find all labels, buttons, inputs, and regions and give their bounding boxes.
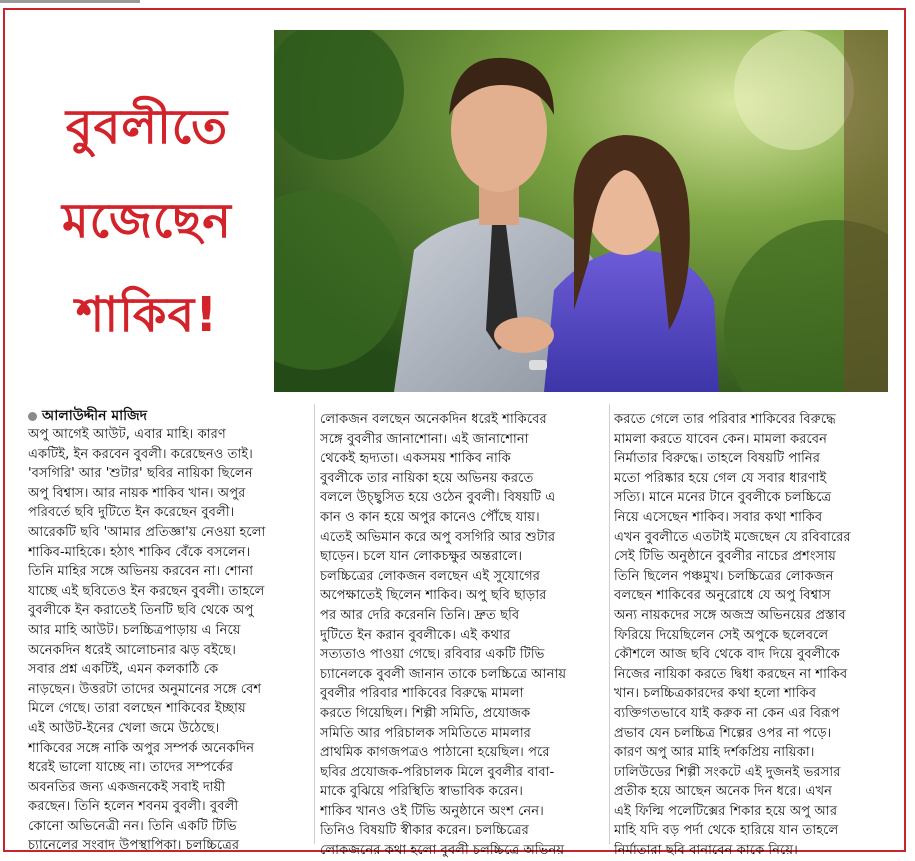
article-text-line: করছেন। তিনি হলেন শবনম বুবলী। বুবলী xyxy=(28,799,239,815)
article-text-line: 'বসগিরি' আর 'শুটার' ছবির নায়িকা ছিলেন xyxy=(28,466,253,482)
article-text-line: সবার প্রশ্ন একটিই, এমন কলকাঠি কে xyxy=(28,662,219,678)
article-text-line: সমিতি আর পরিচালক সমিতিতে মামলার xyxy=(320,725,531,741)
article-text-line: করতে গিয়েছিল। শিল্পী সমিতি, প্রযোজক xyxy=(320,705,531,721)
article-column-3 xyxy=(614,410,896,861)
article-text-line: এই ফিল্মি পলেটিক্সের শিকার হয়ে অপু আর xyxy=(614,803,838,819)
article-text-line: থেকেই হৃদ্যতা। একসময় শাকিব নাকি xyxy=(320,451,511,467)
article-headline xyxy=(22,80,272,362)
article-text-line: সঙ্গে বুবলীর জানাশোনা। এই জানাশোনা xyxy=(320,431,529,447)
column-divider xyxy=(609,404,610,844)
column-divider xyxy=(314,404,315,844)
article-column-2 xyxy=(320,410,606,861)
article-text-line: কারণ অপু আর মাহি দর্শকপ্রিয় নায়িকা। xyxy=(614,745,815,761)
headline-line: শাকিব! xyxy=(75,287,219,343)
article-text-line: নির্মাতার বিরুদ্ধে। তাহলে বিষয়টি পানির xyxy=(614,451,821,467)
article-text-line: চ্যানেলকে বুবলী জানান তাকে চলচ্চিত্রে আনায় xyxy=(320,666,567,682)
article-text-line: একটিই, ইন করবেন বুবলী। করেছেনও তাই। xyxy=(28,446,253,462)
article-text-line: অপেক্ষাতেই ছিলেন শাকিব। অপু ছবি ছাড়ার xyxy=(320,588,547,604)
article-text-line: দুটিতে ইন করান বুবলীকে। এই কথার xyxy=(320,627,511,643)
article-text-line: তিনি মাহির সঙ্গে অভিনয় করবেন না। শোনা xyxy=(28,564,254,580)
article-text-line: চ্যানেলের সংবাদ উপস্থাপিকা। চলচ্চিত্রের xyxy=(28,838,240,854)
article-text-line: বুবলীর পরিবার শাকিবের বিরুদ্ধে মামলা xyxy=(320,686,524,702)
article-text-line: বলছেন শাকিবের অনুরোধে যে অপু বিশ্বাস xyxy=(614,588,831,604)
article-text-line: কোনো অভিনেত্রী নন। তিনি একটি টিভি xyxy=(28,818,237,834)
article-text-line: কৌশলে আজ ছবি থেকে বাদ দিয়ে বুবলীকে xyxy=(614,647,840,663)
article-text-line: নিয়ে এসেছেন শাকিব। সবার কথা শাকিব xyxy=(614,509,823,525)
article-text-line: করতে গেলে তার পরিবার শাকিবের বিরুদ্ধে xyxy=(614,412,836,427)
article-text-line: ছবির প্রযোজক-পরিচালক মিলে বুবলীর বাবা- xyxy=(320,764,555,780)
article-text-line: নির্মাতারা ছবি বানাবেন কাকে নিয়ে। xyxy=(614,843,798,859)
article-column-1 xyxy=(28,425,310,856)
article-text-line: চলচ্চিত্রের লোকজন বলছেন এই সুযোগের xyxy=(320,568,541,584)
article-text-line: বললে উচ্ছ্বসিত হয়ে ওঠেন বুবলী। বিষয়টি এ xyxy=(320,490,556,506)
article-text-line: ব্যক্তিগতভাবে যাই করুক না কেন এর বিরূপ xyxy=(614,705,840,721)
article-text-line: পরিবর্তে ছবি দুটিতে ইন করেছেন বুবলী। xyxy=(28,505,235,521)
article-text-line: এখন বুবলীতে এতটাই মজেছেন যে রবিবারের xyxy=(614,529,851,545)
article-text-line: এই আউট-ইনের খেলা জমে উঠেছে। xyxy=(28,720,220,736)
article-text-line: মাহি যদি বড় পর্দা থেকে হারিয়ে যান তাহলে xyxy=(614,823,839,839)
article-text-line: মামলা করতে যাবেন কেন। মামলা করবেন xyxy=(614,431,827,447)
article-text-line: ধরেই ভালো যাচ্ছে না। তাদের সম্পর্কের xyxy=(28,760,233,776)
article-text-line: খান। চলচ্চিত্রকারদের কথা হলো শাকিব xyxy=(614,686,817,702)
article-text-line: ছাড়েন। চলে যান লোকচক্ষুর অন্তরালে। xyxy=(320,549,523,565)
article-text-line: এতেই অভিমান করে অপু বসগিরি আর শুটার xyxy=(320,529,556,545)
article-text-line: মিলে গেছে। তারা বলছেন শাকিবের ইচ্ছায় xyxy=(28,701,246,717)
headline-line: বুবলীতে xyxy=(65,99,229,155)
article-text-line: অপু আগেই আউট, এবার মাহি। কারণ xyxy=(28,427,226,442)
article-text-line: যাচ্ছে এই ছবিতেও ইন করছেন বুবলী। তাহলে xyxy=(28,583,265,599)
article-text-line: নিজের নায়িকা করতে দ্বিধা করছেন না শাকিব xyxy=(614,666,848,682)
article-text-line: শাকিব খানও ওই টিভি অনুষ্ঠানে অংশ নেন। xyxy=(320,803,544,819)
article-text-line: সত্যতাও পাওয়া গেছে। রবিবার একটি টিভি xyxy=(320,647,545,663)
bullet-icon xyxy=(28,412,37,421)
article-photo xyxy=(274,30,888,392)
article-text-line: ঢালিউডের শিল্পী সংকটে এই দুজনই ভরসার xyxy=(614,764,841,780)
article-text-line: মতো পরিষ্কার হয়ে গেল যে সবার ধারণাই xyxy=(614,470,827,486)
article-text-line: প্রভাব যেন চলচ্চিত্র শিল্পের ওপর না পড়ে। xyxy=(614,725,832,741)
article-text-line: নাড়ছেন। উত্তরটা তাদের অনুমানের সঙ্গে বেশ xyxy=(28,681,262,697)
article-text-line: লোকজনের কথা হলো বুবলী চলচ্চিত্রে অভিনয় xyxy=(320,843,565,859)
article-text-line: সেই টিভি অনুষ্ঠানে বুবলীর নাচের প্রশংসায় xyxy=(614,549,836,565)
article-text-line: আরেকটি ছবি 'আমার প্রতিজ্ঞা'য় নেওয়া হলো xyxy=(28,524,266,540)
article-text-line: অনেকদিন ধরেই আলোচনার ঝড় বইছে। xyxy=(28,642,236,658)
byline-author: আলাউদ্দীন মাজিদ xyxy=(42,408,148,424)
article-text-line: বুবলীকে তার নায়িকা হয়ে অভিনয় করতে xyxy=(320,470,534,486)
article-text-line: মাকে বুঝিয়ে পরিস্থিতি স্বাভাবিক করেন। xyxy=(320,784,523,800)
article-text-line: তিনি ছিলেন পঞ্চমুখ। চলচ্চিত্রের লোকজন xyxy=(614,568,834,584)
article-text-line: বুবলীকে ইন করাতেই তিনটি ছবি থেকে অপু xyxy=(28,603,254,619)
article-text-line: ফিরিয়ে দিয়েছিলেন সেই অপুকে ছলেবলে xyxy=(614,627,829,643)
article-text-line: অপু বিশ্বাস। আর নায়ক শাকিব খান। অপুর xyxy=(28,485,246,501)
article-text-line: অবনতির জন্য একজনকেই সবাই দায়ী xyxy=(28,779,226,795)
headline-line: মজেছেন xyxy=(62,193,232,249)
article-text-line: লোকজন বলছেন অনেকদিন ধরেই শাকিবের xyxy=(320,412,547,427)
article-text-line: সত্যি। মানে মনের টানে বুবলীকে চলচ্চিত্রে xyxy=(614,490,832,506)
article-text-line: পর আর দেরি করেননি তিনি। দ্রুত ছবি xyxy=(320,607,520,623)
article-text-line: শাকিবের সঙ্গে নাকি অপুর সম্পর্ক অনেকদিন xyxy=(28,740,255,756)
top-strip-mark xyxy=(0,0,140,3)
article-text-line: শাকিব-মাহিকে। হঠাৎ শাকিব বেঁকে বসলেন। xyxy=(28,544,251,560)
article-text-line: আর মাহি আউট। চলচ্চিত্রপাড়ায় এ নিয়ে xyxy=(28,622,241,638)
article-text-line: প্রতীক হয়ে আছেন অনেক দিন ধরে। এখন xyxy=(614,784,833,800)
article-text-line: প্রাথমিক কাগজপত্রও পাঠানো হয়েছিল। পরে xyxy=(320,745,550,761)
couple-photo-illustration xyxy=(274,30,888,392)
article-text-line: তিনিও বিষয়টি স্বীকার করেন। চলচ্চিত্রের xyxy=(320,823,529,839)
article-text-line: কান ও কান হয়ে অপুর কানেও পৌঁছে যায়। xyxy=(320,509,540,525)
article-text-line: অন্য নায়কদের সঙ্গে অজস্র অভিনয়ের প্রস্তাব xyxy=(614,607,846,623)
top-strip xyxy=(0,0,915,4)
